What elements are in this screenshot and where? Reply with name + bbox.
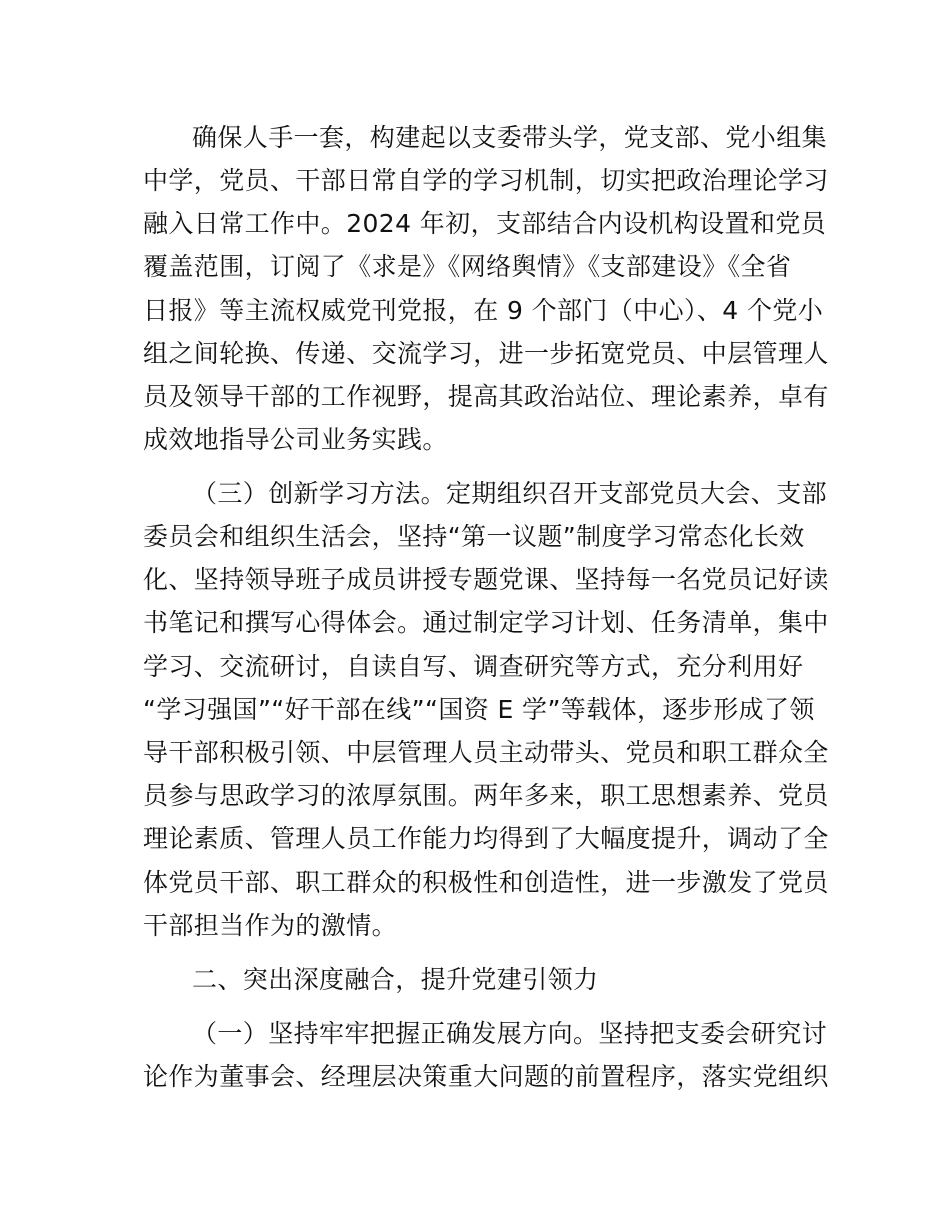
paragraph-line: 员及领导干部的工作视野，提高其政治站位、理论素养，卓有 xyxy=(143,382,829,411)
paragraph-line: 书笔记和撰写心得体会。通过制定学习计划、任务清单，集中 xyxy=(143,608,829,637)
paragraph-line: 融入日常工作中。2024 年初，支部结合内设机构设置和党员 xyxy=(143,209,827,238)
paragraph-line: 体党员干部、职工群众的积极性和创造性，进一步激发了党员 xyxy=(143,868,829,897)
paragraph-line: 员参与思政学习的浓厚氛围。两年多来，职工思想素养、党员 xyxy=(143,781,829,810)
paragraph-line: 确保人手一套，构建起以支委带头学，党支部、党小组集 xyxy=(192,123,828,152)
section-heading: 二、突出深度融合，提升党建引领力 xyxy=(192,965,599,994)
paragraph-line: 化、坚持领导班子成员讲授专题党课、坚持每一名党员记好读 xyxy=(143,565,829,594)
paragraph-line: 干部担当作为的激情。 xyxy=(143,911,398,940)
paragraph-line: 委员会和组织生活会，坚持“第一议题”制度学习常态化长效 xyxy=(143,522,805,551)
paragraph-line: （三）创新学习方法。定期组织召开支部党员大会、支部 xyxy=(192,479,828,508)
paragraph-line: （一）坚持牢牢把握正确发展方向。坚持把支委会研究讨 xyxy=(192,1019,828,1048)
paragraph-line: 日报》等主流权威党刊党报，在 9 个部门（中心）、4 个党小 xyxy=(143,296,824,325)
paragraph-line: 中学，党员、干部日常自学的学习机制，切实把政治理论学习 xyxy=(143,166,829,195)
paragraph-line: 导干部积极引领、中层管理人员主动带头、党员和职工群众全 xyxy=(143,738,829,767)
paragraph-line: “学习强国”“好干部在线”“国资 E 学”等载体，逐步形成了领 xyxy=(143,695,815,724)
paragraph-line: 覆盖范围，订阅了《求是》《网络舆情》《支部建设》《全省 xyxy=(143,252,792,281)
paragraph-line: 成效地指导公司业务实践。 xyxy=(143,425,448,454)
paragraph-line: 组之间轮换、传递、交流学习，进一步拓宽党员、中层管理人 xyxy=(143,339,829,368)
paragraph-line: 学习、交流研讨，自读自写、调查研究等方式，充分利用好 xyxy=(143,652,804,681)
paragraph-line: 论作为董事会、经理层决策重大问题的前置程序，落实党组织 xyxy=(143,1062,829,1091)
paragraph-line: 理论素质、管理人员工作能力均得到了大幅度提升，调动了全 xyxy=(143,824,829,853)
